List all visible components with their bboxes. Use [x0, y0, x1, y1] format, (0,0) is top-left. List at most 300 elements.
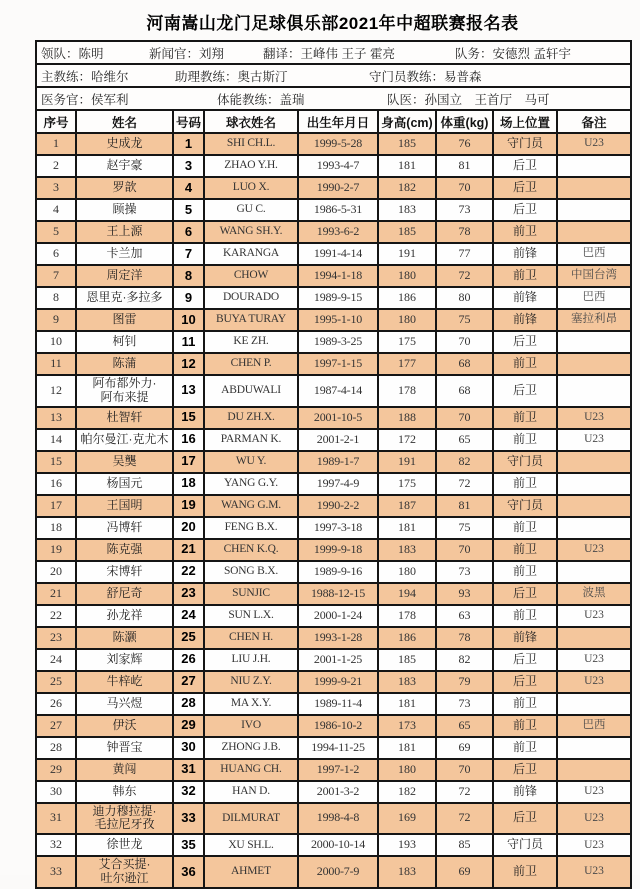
player-weight: 73 — [436, 561, 493, 583]
player-dob: 2001-3-2 — [298, 781, 378, 803]
player-position: 守门员 — [493, 133, 557, 155]
player-index: 31 — [36, 803, 76, 835]
player-row — [36, 199, 631, 221]
player-note — [557, 177, 631, 199]
player-weight: 72 — [436, 265, 493, 287]
player-jersey-name: SONG B.X. — [204, 561, 298, 583]
player-note: U23 — [557, 671, 631, 693]
player-note: U23 — [557, 605, 631, 627]
player-dob: 1989-9-16 — [298, 561, 378, 583]
player-weight: 70 — [436, 539, 493, 561]
player-note — [557, 759, 631, 781]
player-height: 185 — [378, 221, 436, 243]
player-jersey-name: WU Y. — [204, 451, 298, 473]
player-number: 16 — [173, 429, 204, 451]
player-weight: 63 — [436, 605, 493, 627]
player-number: 12 — [173, 353, 204, 375]
player-dob: 2001-1-25 — [298, 649, 378, 671]
player-name: 马兴煜 — [76, 693, 173, 715]
player-weight: 85 — [436, 834, 493, 856]
player-number: 30 — [173, 737, 204, 759]
staff-translator: 翻译：王峰伟 王子 霍亮 — [263, 46, 395, 61]
player-number: 9 — [173, 287, 204, 309]
player-name: 刘家辉 — [76, 649, 173, 671]
player-name: 王上源 — [76, 221, 173, 243]
player-note: U23 — [557, 133, 631, 155]
player-index: 3 — [36, 177, 76, 199]
player-weight: 73 — [436, 199, 493, 221]
player-note: 巴西 — [557, 287, 631, 309]
player-height: 169 — [378, 803, 436, 835]
player-row — [36, 517, 631, 539]
player-index: 27 — [36, 715, 76, 737]
player-weight: 65 — [436, 715, 493, 737]
player-row — [36, 221, 631, 243]
player-index: 1 — [36, 133, 76, 155]
player-jersey-name: YANG G.Y. — [204, 473, 298, 495]
player-index: 30 — [36, 781, 76, 803]
staff-team-affairs: 队务：安德烈 孟轩宇 — [455, 46, 571, 61]
player-number: 10 — [173, 309, 204, 331]
player-note: U23 — [557, 781, 631, 803]
player-height: 183 — [378, 671, 436, 693]
player-note — [557, 517, 631, 539]
player-number: 18 — [173, 473, 204, 495]
player-index: 14 — [36, 429, 76, 451]
player-height: 180 — [378, 561, 436, 583]
player-number: 3 — [173, 155, 204, 177]
player-dob: 1991-4-14 — [298, 243, 378, 265]
player-position: 前锋 — [493, 781, 557, 803]
player-height: 180 — [378, 759, 436, 781]
player-index: 21 — [36, 583, 76, 605]
player-note: 波黑 — [557, 583, 631, 605]
player-note: U23 — [557, 539, 631, 561]
player-number: 8 — [173, 265, 204, 287]
player-height: 175 — [378, 331, 436, 353]
player-position: 前卫 — [493, 353, 557, 375]
player-height: 173 — [378, 715, 436, 737]
player-row — [36, 834, 631, 856]
player-weight: 70 — [436, 407, 493, 429]
player-row — [36, 265, 631, 287]
player-dob: 1994-11-25 — [298, 737, 378, 759]
player-note: 塞拉利昂 — [557, 309, 631, 331]
player-number: 22 — [173, 561, 204, 583]
player-row — [36, 715, 631, 737]
staff-press-officer: 新闻官：刘翔 — [149, 46, 225, 61]
player-index: 6 — [36, 243, 76, 265]
player-position: 后卫 — [493, 375, 557, 407]
player-jersey-name: LIU J.H. — [204, 649, 298, 671]
player-name: 舒尼奇 — [76, 583, 173, 605]
player-number: 20 — [173, 517, 204, 539]
player-note — [557, 473, 631, 495]
player-number: 25 — [173, 627, 204, 649]
player-jersey-name: XU SH.L. — [204, 834, 298, 856]
player-note — [557, 561, 631, 583]
player-name: 赵宇豪 — [76, 155, 173, 177]
player-height: 183 — [378, 539, 436, 561]
player-index: 2 — [36, 155, 76, 177]
player-row — [36, 671, 631, 693]
player-note — [557, 353, 631, 375]
player-row — [36, 649, 631, 671]
player-position: 前卫 — [493, 429, 557, 451]
player-number: 29 — [173, 715, 204, 737]
player-row — [36, 375, 631, 407]
player-dob: 1989-1-7 — [298, 451, 378, 473]
player-jersey-name: WANG SH.Y. — [204, 221, 298, 243]
player-height: 178 — [378, 605, 436, 627]
player-height: 188 — [378, 407, 436, 429]
player-jersey-name: AHMET — [204, 856, 298, 888]
player-index: 15 — [36, 451, 76, 473]
player-row — [36, 759, 631, 781]
player-height: 193 — [378, 834, 436, 856]
player-index: 18 — [36, 517, 76, 539]
player-name: 陈克强 — [76, 539, 173, 561]
player-name: 图雷 — [76, 309, 173, 331]
player-dob: 1986-5-31 — [298, 199, 378, 221]
player-row — [36, 803, 631, 835]
player-weight: 70 — [436, 759, 493, 781]
player-row — [36, 473, 631, 495]
player-height: 191 — [378, 243, 436, 265]
player-weight: 72 — [436, 803, 493, 835]
player-name: 杜智轩 — [76, 407, 173, 429]
player-name: 冯博轩 — [76, 517, 173, 539]
player-row — [36, 605, 631, 627]
player-weight: 72 — [436, 781, 493, 803]
staff-medical-officer: 医务官：侯军利 — [41, 92, 129, 107]
player-height: 181 — [378, 737, 436, 759]
player-index: 4 — [36, 199, 76, 221]
column-header-8: 备注 — [557, 110, 631, 133]
player-jersey-name: HUANG CH. — [204, 759, 298, 781]
player-jersey-name: IVO — [204, 715, 298, 737]
player-jersey-name: SHI CH.L. — [204, 133, 298, 155]
player-position: 前锋 — [493, 243, 557, 265]
player-weight: 70 — [436, 331, 493, 353]
player-height: 180 — [378, 265, 436, 287]
player-row — [36, 451, 631, 473]
player-position: 前锋 — [493, 309, 557, 331]
player-index: 22 — [36, 605, 76, 627]
player-row — [36, 407, 631, 429]
roster-body — [36, 41, 631, 888]
player-jersey-name: DOURADO — [204, 287, 298, 309]
player-name: 徐世龙 — [76, 834, 173, 856]
player-name: 艾合买提·吐尔逊江 — [76, 856, 173, 888]
player-height: 194 — [378, 583, 436, 605]
player-jersey-name: KE ZH. — [204, 331, 298, 353]
player-index: 23 — [36, 627, 76, 649]
player-index: 13 — [36, 407, 76, 429]
player-index: 29 — [36, 759, 76, 781]
player-number: 1 — [173, 133, 204, 155]
player-index: 17 — [36, 495, 76, 517]
player-position: 后卫 — [493, 671, 557, 693]
player-dob: 1990-2-7 — [298, 177, 378, 199]
player-jersey-name: MA X.Y. — [204, 693, 298, 715]
player-note: U23 — [557, 803, 631, 835]
player-height: 178 — [378, 375, 436, 407]
player-index: 9 — [36, 309, 76, 331]
player-height: 181 — [378, 517, 436, 539]
player-dob: 1997-4-9 — [298, 473, 378, 495]
player-position: 后卫 — [493, 583, 557, 605]
player-index: 24 — [36, 649, 76, 671]
player-position: 前卫 — [493, 265, 557, 287]
column-header-5: 身高(cm) — [378, 110, 436, 133]
player-height: 181 — [378, 155, 436, 177]
player-number: 11 — [173, 331, 204, 353]
staff-row-coaches — [36, 64, 631, 87]
player-jersey-name: FENG B.X. — [204, 517, 298, 539]
roster-table — [35, 40, 632, 889]
player-height: 191 — [378, 451, 436, 473]
column-header-4: 出生年月日 — [298, 110, 378, 133]
player-row — [36, 177, 631, 199]
player-note — [557, 693, 631, 715]
player-position: 后卫 — [493, 331, 557, 353]
player-index: 33 — [36, 856, 76, 888]
player-note — [557, 375, 631, 407]
player-weight: 70 — [436, 177, 493, 199]
player-weight: 78 — [436, 627, 493, 649]
player-name: 史成龙 — [76, 133, 173, 155]
player-jersey-name: CHEN H. — [204, 627, 298, 649]
player-weight: 65 — [436, 429, 493, 451]
player-jersey-name: CHEN P. — [204, 353, 298, 375]
player-name: 恩里克·多拉多 — [76, 287, 173, 309]
player-name: 韩东 — [76, 781, 173, 803]
player-number: 4 — [173, 177, 204, 199]
player-weight: 93 — [436, 583, 493, 605]
player-row — [36, 309, 631, 331]
player-jersey-name: ABDUWALI — [204, 375, 298, 407]
player-height: 185 — [378, 133, 436, 155]
player-weight: 73 — [436, 693, 493, 715]
player-note — [557, 495, 631, 517]
player-name: 王国明 — [76, 495, 173, 517]
player-jersey-name: SUNJIC — [204, 583, 298, 605]
player-dob: 2000-7-9 — [298, 856, 378, 888]
player-row — [36, 495, 631, 517]
player-number: 17 — [173, 451, 204, 473]
player-weight: 76 — [436, 133, 493, 155]
player-weight: 68 — [436, 375, 493, 407]
player-note — [557, 627, 631, 649]
player-jersey-name: DU ZH.X. — [204, 407, 298, 429]
player-jersey-name: ZHONG J.B. — [204, 737, 298, 759]
player-jersey-name: HAN D. — [204, 781, 298, 803]
staff-head-coach: 主教练：哈维尔 — [41, 69, 129, 84]
player-dob: 1986-10-2 — [298, 715, 378, 737]
player-index: 10 — [36, 331, 76, 353]
player-note: 中国台湾 — [557, 265, 631, 287]
player-index: 16 — [36, 473, 76, 495]
player-row — [36, 583, 631, 605]
player-number: 15 — [173, 407, 204, 429]
player-row — [36, 287, 631, 309]
player-jersey-name: GU C. — [204, 199, 298, 221]
player-height: 186 — [378, 627, 436, 649]
player-height: 185 — [378, 649, 436, 671]
player-row — [36, 133, 631, 155]
player-position: 前锋 — [493, 627, 557, 649]
player-weight: 82 — [436, 649, 493, 671]
player-note: U23 — [557, 856, 631, 888]
player-height: 183 — [378, 856, 436, 888]
player-height: 182 — [378, 177, 436, 199]
player-number: 21 — [173, 539, 204, 561]
player-position: 前卫 — [493, 715, 557, 737]
player-dob: 1988-12-15 — [298, 583, 378, 605]
player-position: 后卫 — [493, 155, 557, 177]
player-name: 钟晋宝 — [76, 737, 173, 759]
player-number: 33 — [173, 803, 204, 835]
player-note: U23 — [557, 834, 631, 856]
column-header-7: 场上位置 — [493, 110, 557, 133]
player-number: 35 — [173, 834, 204, 856]
player-index: 25 — [36, 671, 76, 693]
player-name: 帕尔曼江·克尤木 — [76, 429, 173, 451]
player-jersey-name: CHEN K.Q. — [204, 539, 298, 561]
player-dob: 1995-1-10 — [298, 309, 378, 331]
player-index: 5 — [36, 221, 76, 243]
player-name: 伊沃 — [76, 715, 173, 737]
player-row — [36, 539, 631, 561]
player-name: 迪力穆拉提·毛拉尼牙孜 — [76, 803, 173, 835]
player-height: 180 — [378, 309, 436, 331]
player-position: 守门员 — [493, 495, 557, 517]
player-weight: 75 — [436, 309, 493, 331]
player-weight: 69 — [436, 856, 493, 888]
player-height: 175 — [378, 473, 436, 495]
player-jersey-name: NIU Z.Y. — [204, 671, 298, 693]
player-weight: 69 — [436, 737, 493, 759]
player-weight: 75 — [436, 517, 493, 539]
staff-goalkeeper-coach: 守门员教练：易普森 — [369, 69, 482, 84]
player-position: 后卫 — [493, 177, 557, 199]
player-number: 6 — [173, 221, 204, 243]
player-number: 36 — [173, 856, 204, 888]
player-index: 32 — [36, 834, 76, 856]
player-number: 26 — [173, 649, 204, 671]
player-number: 27 — [173, 671, 204, 693]
column-header-6: 体重(kg) — [436, 110, 493, 133]
player-note: 巴西 — [557, 243, 631, 265]
player-index: 8 — [36, 287, 76, 309]
player-row — [36, 331, 631, 353]
player-jersey-name: BUYA TURAY — [204, 309, 298, 331]
player-position: 后卫 — [493, 199, 557, 221]
staff-fitness-coach: 体能教练：盖瑞 — [217, 92, 305, 107]
player-dob: 2000-1-24 — [298, 605, 378, 627]
player-name: 周定洋 — [76, 265, 173, 287]
staff-row-management — [36, 41, 631, 64]
player-name: 柯钊 — [76, 331, 173, 353]
player-name: 顾操 — [76, 199, 173, 221]
player-index: 20 — [36, 561, 76, 583]
player-row — [36, 627, 631, 649]
player-row — [36, 693, 631, 715]
player-index: 11 — [36, 353, 76, 375]
player-position: 前卫 — [493, 517, 557, 539]
column-header-2: 号码 — [173, 110, 204, 133]
column-header-0: 序号 — [36, 110, 76, 133]
player-note — [557, 737, 631, 759]
player-jersey-name: CHOW — [204, 265, 298, 287]
player-weight: 81 — [436, 495, 493, 517]
player-jersey-name: DILMURAT — [204, 803, 298, 835]
page-title: 河南嵩山龙门足球俱乐部2021年中超联赛报名表 — [146, 14, 519, 33]
player-note — [557, 221, 631, 243]
player-height: 177 — [378, 353, 436, 375]
player-height: 182 — [378, 781, 436, 803]
player-position: 前卫 — [493, 693, 557, 715]
player-position: 后卫 — [493, 649, 557, 671]
player-jersey-name: ZHAO Y.H. — [204, 155, 298, 177]
player-note: U23 — [557, 649, 631, 671]
player-dob: 1997-1-15 — [298, 353, 378, 375]
player-weight: 82 — [436, 451, 493, 473]
player-position: 前卫 — [493, 856, 557, 888]
player-dob: 1993-1-28 — [298, 627, 378, 649]
player-weight: 77 — [436, 243, 493, 265]
player-name: 牛梓屹 — [76, 671, 173, 693]
player-position: 前锋 — [493, 287, 557, 309]
player-dob: 1993-6-2 — [298, 221, 378, 243]
player-position: 前卫 — [493, 473, 557, 495]
player-weight: 72 — [436, 473, 493, 495]
player-dob: 2001-2-1 — [298, 429, 378, 451]
player-number: 32 — [173, 781, 204, 803]
staff-row-medical — [36, 87, 631, 110]
player-position: 前卫 — [493, 737, 557, 759]
player-weight: 81 — [436, 155, 493, 177]
player-height: 181 — [378, 693, 436, 715]
player-dob: 1997-3-18 — [298, 517, 378, 539]
player-jersey-name: PARMAN K. — [204, 429, 298, 451]
player-number: 5 — [173, 199, 204, 221]
player-note — [557, 451, 631, 473]
player-dob: 1989-3-25 — [298, 331, 378, 353]
player-weight: 78 — [436, 221, 493, 243]
player-name: 罗歆 — [76, 177, 173, 199]
player-name: 宋博轩 — [76, 561, 173, 583]
player-note — [557, 199, 631, 221]
player-position: 后卫 — [493, 759, 557, 781]
player-dob: 1994-1-18 — [298, 265, 378, 287]
player-dob: 1998-4-8 — [298, 803, 378, 835]
player-number: 13 — [173, 375, 204, 407]
player-note: U23 — [557, 407, 631, 429]
player-weight: 79 — [436, 671, 493, 693]
player-position: 前卫 — [493, 605, 557, 627]
player-number: 23 — [173, 583, 204, 605]
player-dob: 1997-1-2 — [298, 759, 378, 781]
player-name: 阿布都外力·阿布来提 — [76, 375, 173, 407]
player-index: 26 — [36, 693, 76, 715]
player-jersey-name: SUN L.X. — [204, 605, 298, 627]
player-height: 186 — [378, 287, 436, 309]
player-jersey-name: WANG G.M. — [204, 495, 298, 517]
player-note — [557, 155, 631, 177]
staff-team-doctors: 队医：孙国立 王首厅 马可 — [387, 92, 550, 107]
